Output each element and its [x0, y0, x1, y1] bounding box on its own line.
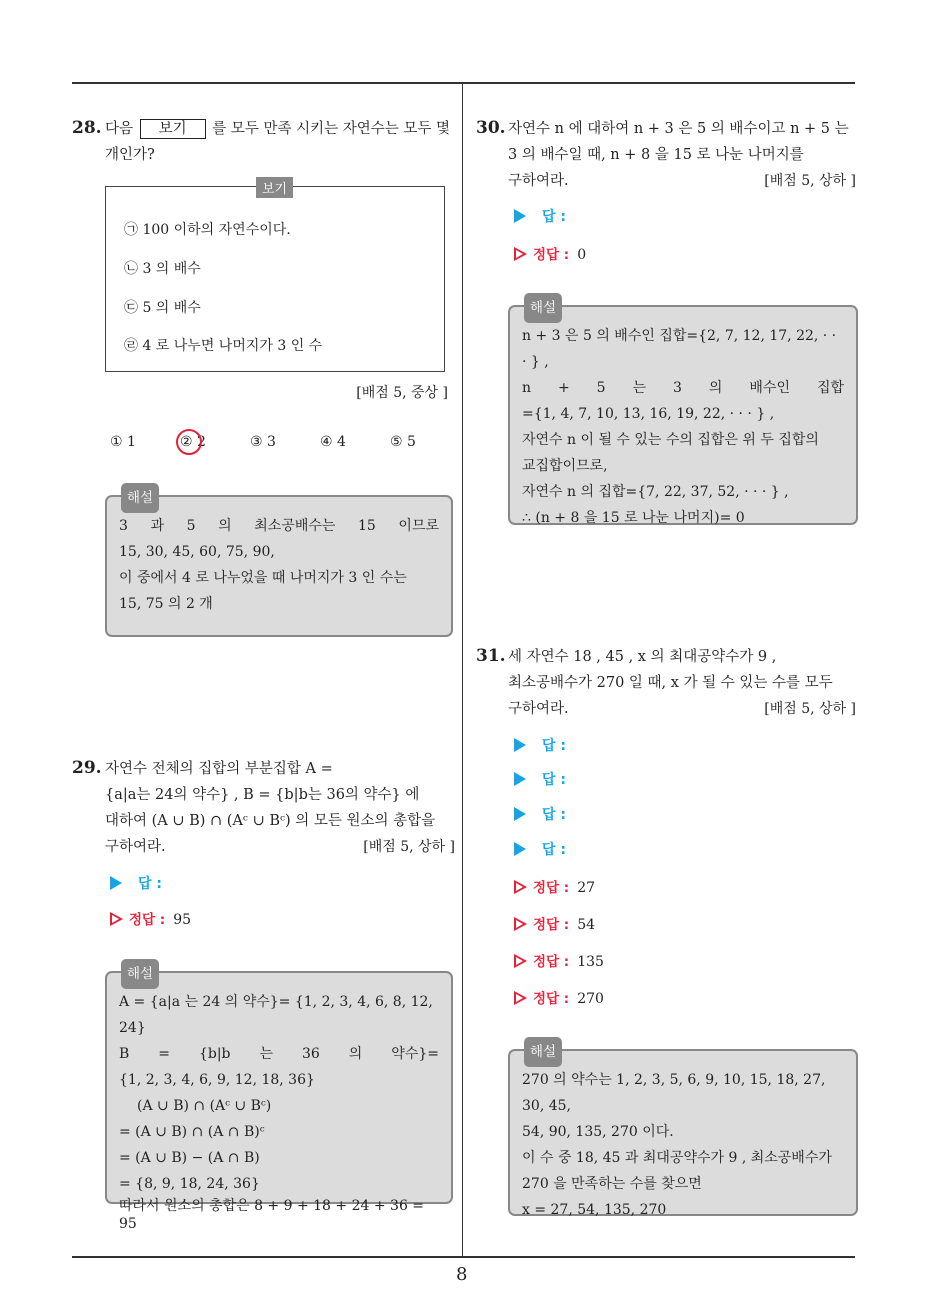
q30-sol-line-4: 자연수 n 이 될 수 있는 수의 집합은 위 두 집합의	[522, 432, 819, 448]
q31-answer-label-text: 답 :	[542, 842, 566, 858]
q30-sol-line-7: ∴ (n + 8 을 15 로 나눈 나머지)= 0	[522, 510, 745, 526]
q30-sol-line-1: n + 3 은 5 의 배수인 집합={2, 7, 12, 17, 22, · · · } ,	[522, 328, 837, 370]
q29-line-3: 대하여 (A ∪ B) ∩ (Aᶜ ∪ Bᶜ) 의 모든 원소의 총합을	[105, 813, 436, 829]
outline-triangle-icon	[514, 247, 527, 261]
q30-correct-label: 정답 :	[533, 247, 570, 263]
top-rule	[72, 82, 855, 84]
q28-sol-line-4: 15, 75 의 2 개	[119, 596, 213, 612]
q29-sol-line-6: = (A ∪ B) − (A ∩ B)	[119, 1150, 260, 1166]
q28-sol-line-2: 15, 30, 45, 60, 75, 90,	[119, 544, 275, 560]
outline-triangle-icon	[110, 912, 123, 926]
q30-sol-line-6: 자연수 n 의 집합={7, 22, 37, 52, · · · } ,	[522, 484, 789, 500]
q31-correct-value-2: 54	[577, 917, 596, 933]
q30-correct-value: 0	[577, 247, 587, 263]
q28-solution-tag: 해설	[121, 483, 159, 513]
q31-line-2: 최소공배수가 270 일 때, x 가 될 수 있는 수를 모두	[508, 675, 833, 691]
play-triangle-icon	[514, 842, 526, 856]
q31-correct-label: 정답 :	[533, 954, 570, 970]
q28-bogi-box	[105, 182, 445, 372]
q31-correct-label: 정답 :	[533, 991, 570, 1007]
q29-answer-label[interactable]	[110, 873, 162, 893]
q31-line-3	[508, 696, 858, 722]
q29-number: 29.	[72, 758, 102, 778]
q31-line-1: 세 자연수 18 , 45 , x 의 최대공약수가 9 ,	[508, 649, 777, 665]
q28-choice-4[interactable]: ④ 4	[320, 434, 346, 450]
q29-correct-value: 95	[173, 912, 192, 928]
q31-line-3-text: 구하여라.	[508, 701, 569, 717]
q31-answer-label-3[interactable]	[514, 804, 566, 824]
q29-sol-line-1: A = {a|a 는 24 의 약수}= {1, 2, 3, 4, 6, 8, 12, 24}	[119, 994, 433, 1036]
q29-sol-line-8: 따라서 원소의 총합은 8 + 9 + 18 + 24 + 36 = 95	[119, 1198, 425, 1232]
outline-triangle-icon	[514, 880, 527, 894]
q29-line-1: 자연수 전체의 집합의 부분집합 A =	[105, 761, 333, 777]
q28-bogi-item-1: ㉠ 100 이하의 자연수이다.	[124, 222, 291, 238]
q28-selected-circle-mark	[176, 429, 202, 455]
q28-sol-line-3: 이 중에서 4 로 나누었을 때 나머지가 3 인 수는	[119, 570, 407, 586]
q31-answer-label-text: 답 :	[542, 772, 566, 788]
outline-triangle-icon	[514, 954, 527, 968]
play-triangle-icon	[514, 807, 526, 821]
q28-text-line2: 개인가?	[105, 147, 155, 163]
q31-correct-value-4: 270	[577, 991, 604, 1007]
q30-line-1: 자연수 n 에 대하여 n + 3 은 5 의 배수이고 n + 5 는	[508, 121, 849, 137]
q28-text	[105, 116, 455, 168]
q28-choice-5[interactable]: ⑤ 5	[390, 434, 416, 450]
q29-sol-line-7: = {8, 9, 18, 24, 36}	[119, 1176, 260, 1192]
q29-score: [배점 5, 상하 ]	[363, 839, 455, 855]
play-triangle-icon	[514, 772, 526, 786]
q28-sol-line-1: 3 과 5 의 최소공배수는 15 이므로	[119, 518, 439, 534]
q30-sol-line-3: ={1, 4, 7, 10, 13, 16, 19, 22, · · · } ,	[522, 406, 775, 422]
q31-correct-4	[514, 987, 604, 1007]
q29-line-4	[105, 834, 455, 860]
q29-sol-line-5: = (A ∪ B) ∩ (A ∩ B)ᶜ	[119, 1124, 265, 1140]
q30-sol-line-2: n + 5 는 3 의 배수인 집합	[522, 380, 844, 396]
q30-solution-tag: 해설	[524, 293, 562, 323]
q31-answer-label-2[interactable]	[514, 769, 566, 789]
q31-solution-box	[508, 1044, 858, 1218]
q31-correct-label: 정답 :	[533, 917, 570, 933]
q30-sol-line-5: 교집합이므로,	[522, 458, 608, 474]
q28-text-post: 를 모두 만족 시키는 자연수는 모두 몇	[212, 121, 451, 137]
play-triangle-icon	[514, 738, 526, 752]
q31-sol-line-4: 270 을 만족하는 수를 찾으면	[522, 1176, 702, 1192]
q28-choice-3[interactable]: ③ 3	[250, 434, 276, 450]
q31-correct-2	[514, 913, 595, 933]
q31-sol-line-1: 270 의 약수는 1, 2, 3, 5, 6, 9, 10, 15, 18, 27, 30, 45,	[522, 1072, 826, 1114]
q28-solution-box	[105, 490, 453, 637]
q28-choice-1[interactable]: ① 1	[110, 434, 136, 450]
q30-number: 30.	[476, 118, 506, 138]
q31-correct-3	[514, 950, 604, 970]
q28-bogi-inline-box: 보기	[140, 119, 206, 139]
play-triangle-icon	[514, 209, 526, 223]
q30-correct	[514, 243, 586, 263]
q28-bogi-item-3: ㉢ 5 의 배수	[124, 300, 201, 316]
q29-text	[105, 756, 455, 860]
q28-choice-2[interactable]: ② 2	[180, 434, 206, 450]
q31-answer-label-1[interactable]	[514, 735, 566, 755]
q30-solution-box	[508, 300, 858, 526]
q31-answer-label-4[interactable]	[514, 839, 566, 859]
column-divider	[462, 83, 463, 1258]
q30-line-2: 3 의 배수일 때, n + 8 을 15 로 나눈 나머지를	[508, 147, 804, 163]
q31-answer-label-text: 답 :	[542, 738, 566, 754]
q28-bogi-item-4: ㉣ 4 로 나누면 나머지가 3 인 수	[124, 338, 323, 354]
page-number: 8	[456, 1264, 468, 1285]
q29-sol-line-3: {1, 2, 3, 4, 6, 9, 12, 18, 36}	[119, 1072, 315, 1088]
q31-answer-label-text: 답 :	[542, 807, 566, 823]
q28-number: 28.	[72, 118, 102, 138]
q30-line-3	[508, 168, 858, 194]
q30-score: [배점 5, 상하 ]	[764, 173, 856, 189]
q31-text	[508, 644, 858, 722]
q29-line-4-text: 구하여라.	[105, 839, 166, 855]
q28-score: [배점 5, 중상 ]	[356, 385, 448, 401]
q31-correct-value-1: 27	[577, 880, 596, 896]
q30-answer-label[interactable]	[514, 206, 566, 226]
play-triangle-icon	[110, 876, 122, 890]
q29-correct	[110, 908, 191, 928]
q31-sol-line-2: 54, 90, 135, 270 이다.	[522, 1124, 674, 1140]
q28-bogi-title: 보기	[256, 177, 293, 198]
q31-correct-label: 정답 :	[533, 880, 570, 896]
q31-score: [배점 5, 상하 ]	[764, 701, 856, 717]
outline-triangle-icon	[514, 991, 527, 1005]
q29-solution-box	[105, 966, 453, 1232]
q29-answer-label-text: 답 :	[138, 876, 162, 892]
q28-bogi-item-2: ㉡ 3 의 배수	[124, 261, 201, 277]
q30-text	[508, 116, 858, 194]
q29-correct-label: 정답 :	[129, 912, 166, 928]
outline-triangle-icon	[514, 917, 527, 931]
bottom-rule	[72, 1256, 855, 1258]
q31-solution-tag: 해설	[524, 1037, 562, 1067]
q30-answer-label-text: 답 :	[542, 209, 566, 225]
q30-line-3-text: 구하여라.	[508, 173, 569, 189]
q31-sol-line-5: x = 27, 54, 135, 270	[522, 1202, 667, 1218]
q31-number: 31.	[476, 646, 506, 666]
q31-correct-value-3: 135	[577, 954, 604, 970]
q28-text-pre: 다음	[105, 121, 134, 137]
q29-sol-line-4: (A ∪ B) ∩ (Aᶜ ∪ Bᶜ)	[137, 1098, 272, 1114]
q29-sol-line-2: B = {b|b 는 36 의 약수}=	[119, 1046, 439, 1062]
q29-line-2: {a|a는 24의 약수} , B = {b|b는 36의 약수} 에	[105, 787, 420, 803]
q31-sol-line-3: 이 수 중 18, 45 과 최대공약수가 9 , 최소공배수가	[522, 1150, 832, 1166]
q29-solution-tag: 해설	[121, 959, 159, 989]
q31-correct-1	[514, 876, 595, 896]
